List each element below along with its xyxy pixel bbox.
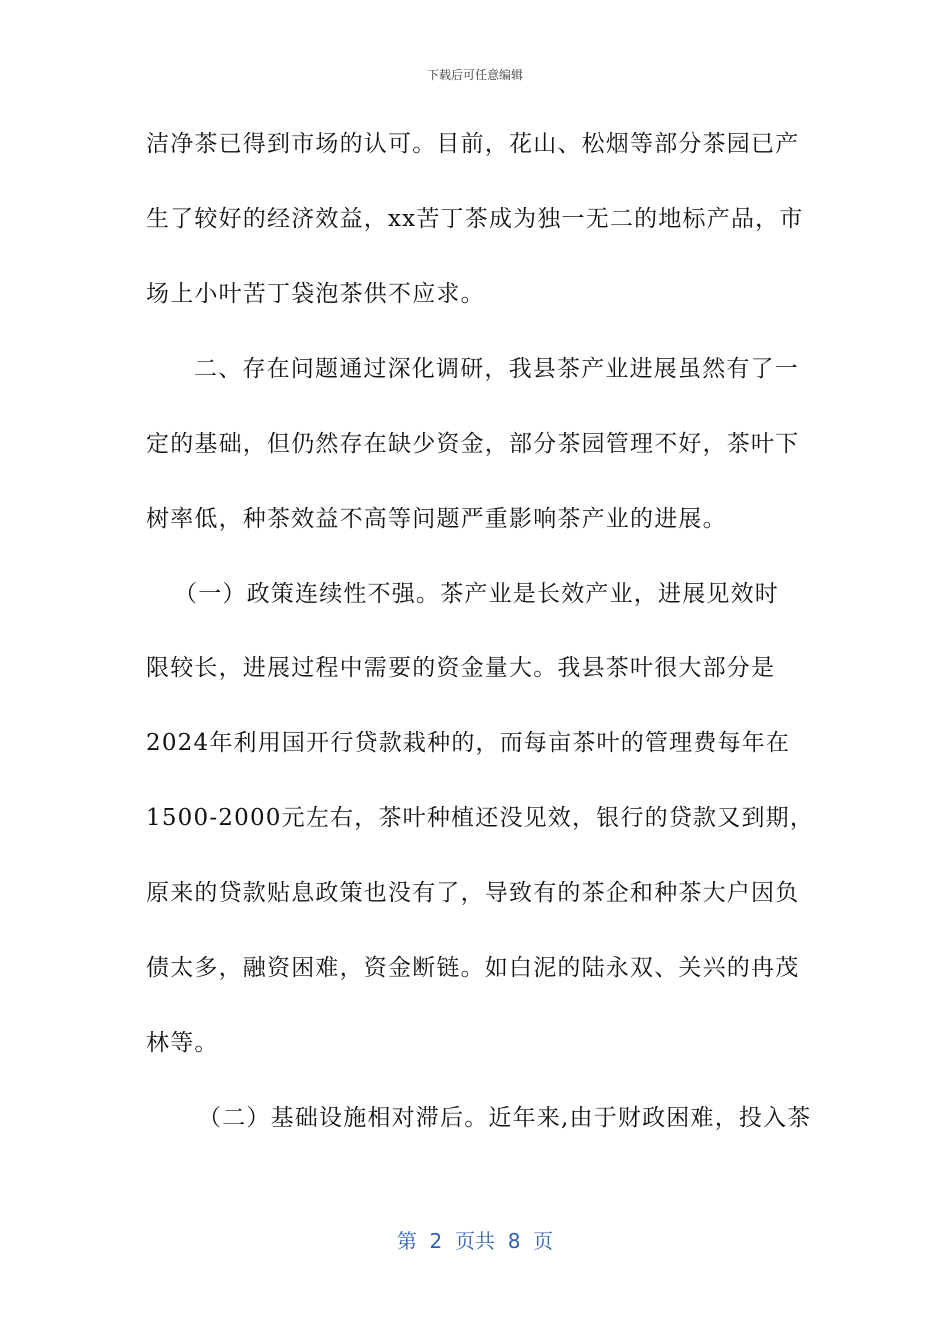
text-line: 林等。 bbox=[146, 1030, 219, 1056]
text-line: 1500-2000元左右，茶叶种植还没见效，银行的贷款又到期， bbox=[146, 805, 815, 831]
paragraph-first-line: 二、存在问题通过深化调研，我县茶产业进展虽然有了一 bbox=[194, 356, 799, 382]
text-line: 2024年利用国开行贷款栽种的，而每亩茶叶的管理费每年在 bbox=[146, 730, 791, 756]
text-line: 洁净茶已得到市场的认可。目前，花山、松烟等部分茶园已产 bbox=[146, 131, 800, 157]
paragraph-first-line: （二）基础设施相对滞后。近年来,由于财政困难，投入茶 bbox=[198, 1105, 812, 1131]
page-number-footer: 第 2 页共 8 页 bbox=[396, 1229, 554, 1253]
text-line: 限较长，进展过程中需要的资金量大。我县茶叶很大部分是 bbox=[146, 655, 776, 681]
text-line: 生了较好的经济效益，xx苦丁茶成为独一无二的地标产品，市 bbox=[146, 206, 804, 232]
page-header: 下载后可任意编辑 bbox=[426, 68, 523, 82]
text-line: 树率低，种茶效益不高等问题严重影响茶产业的进展。 bbox=[146, 506, 727, 532]
text-line: 场上小叶苦丁袋泡茶供不应求。 bbox=[146, 281, 485, 307]
text-line: 债太多，融资困难，资金断链。如白泥的陆永双、关兴的冉茂 bbox=[146, 955, 800, 981]
paragraph-first-line: （一）政策连续性不强。茶产业是长效产业，进展见效时 bbox=[174, 581, 779, 607]
text-line: 定的基础，但仍然存在缺少资金，部分茶园管理不好，茶叶下 bbox=[146, 431, 800, 457]
text-line: 原来的贷款贴息政策也没有了，导致有的茶企和种茶大户因负 bbox=[146, 880, 800, 906]
